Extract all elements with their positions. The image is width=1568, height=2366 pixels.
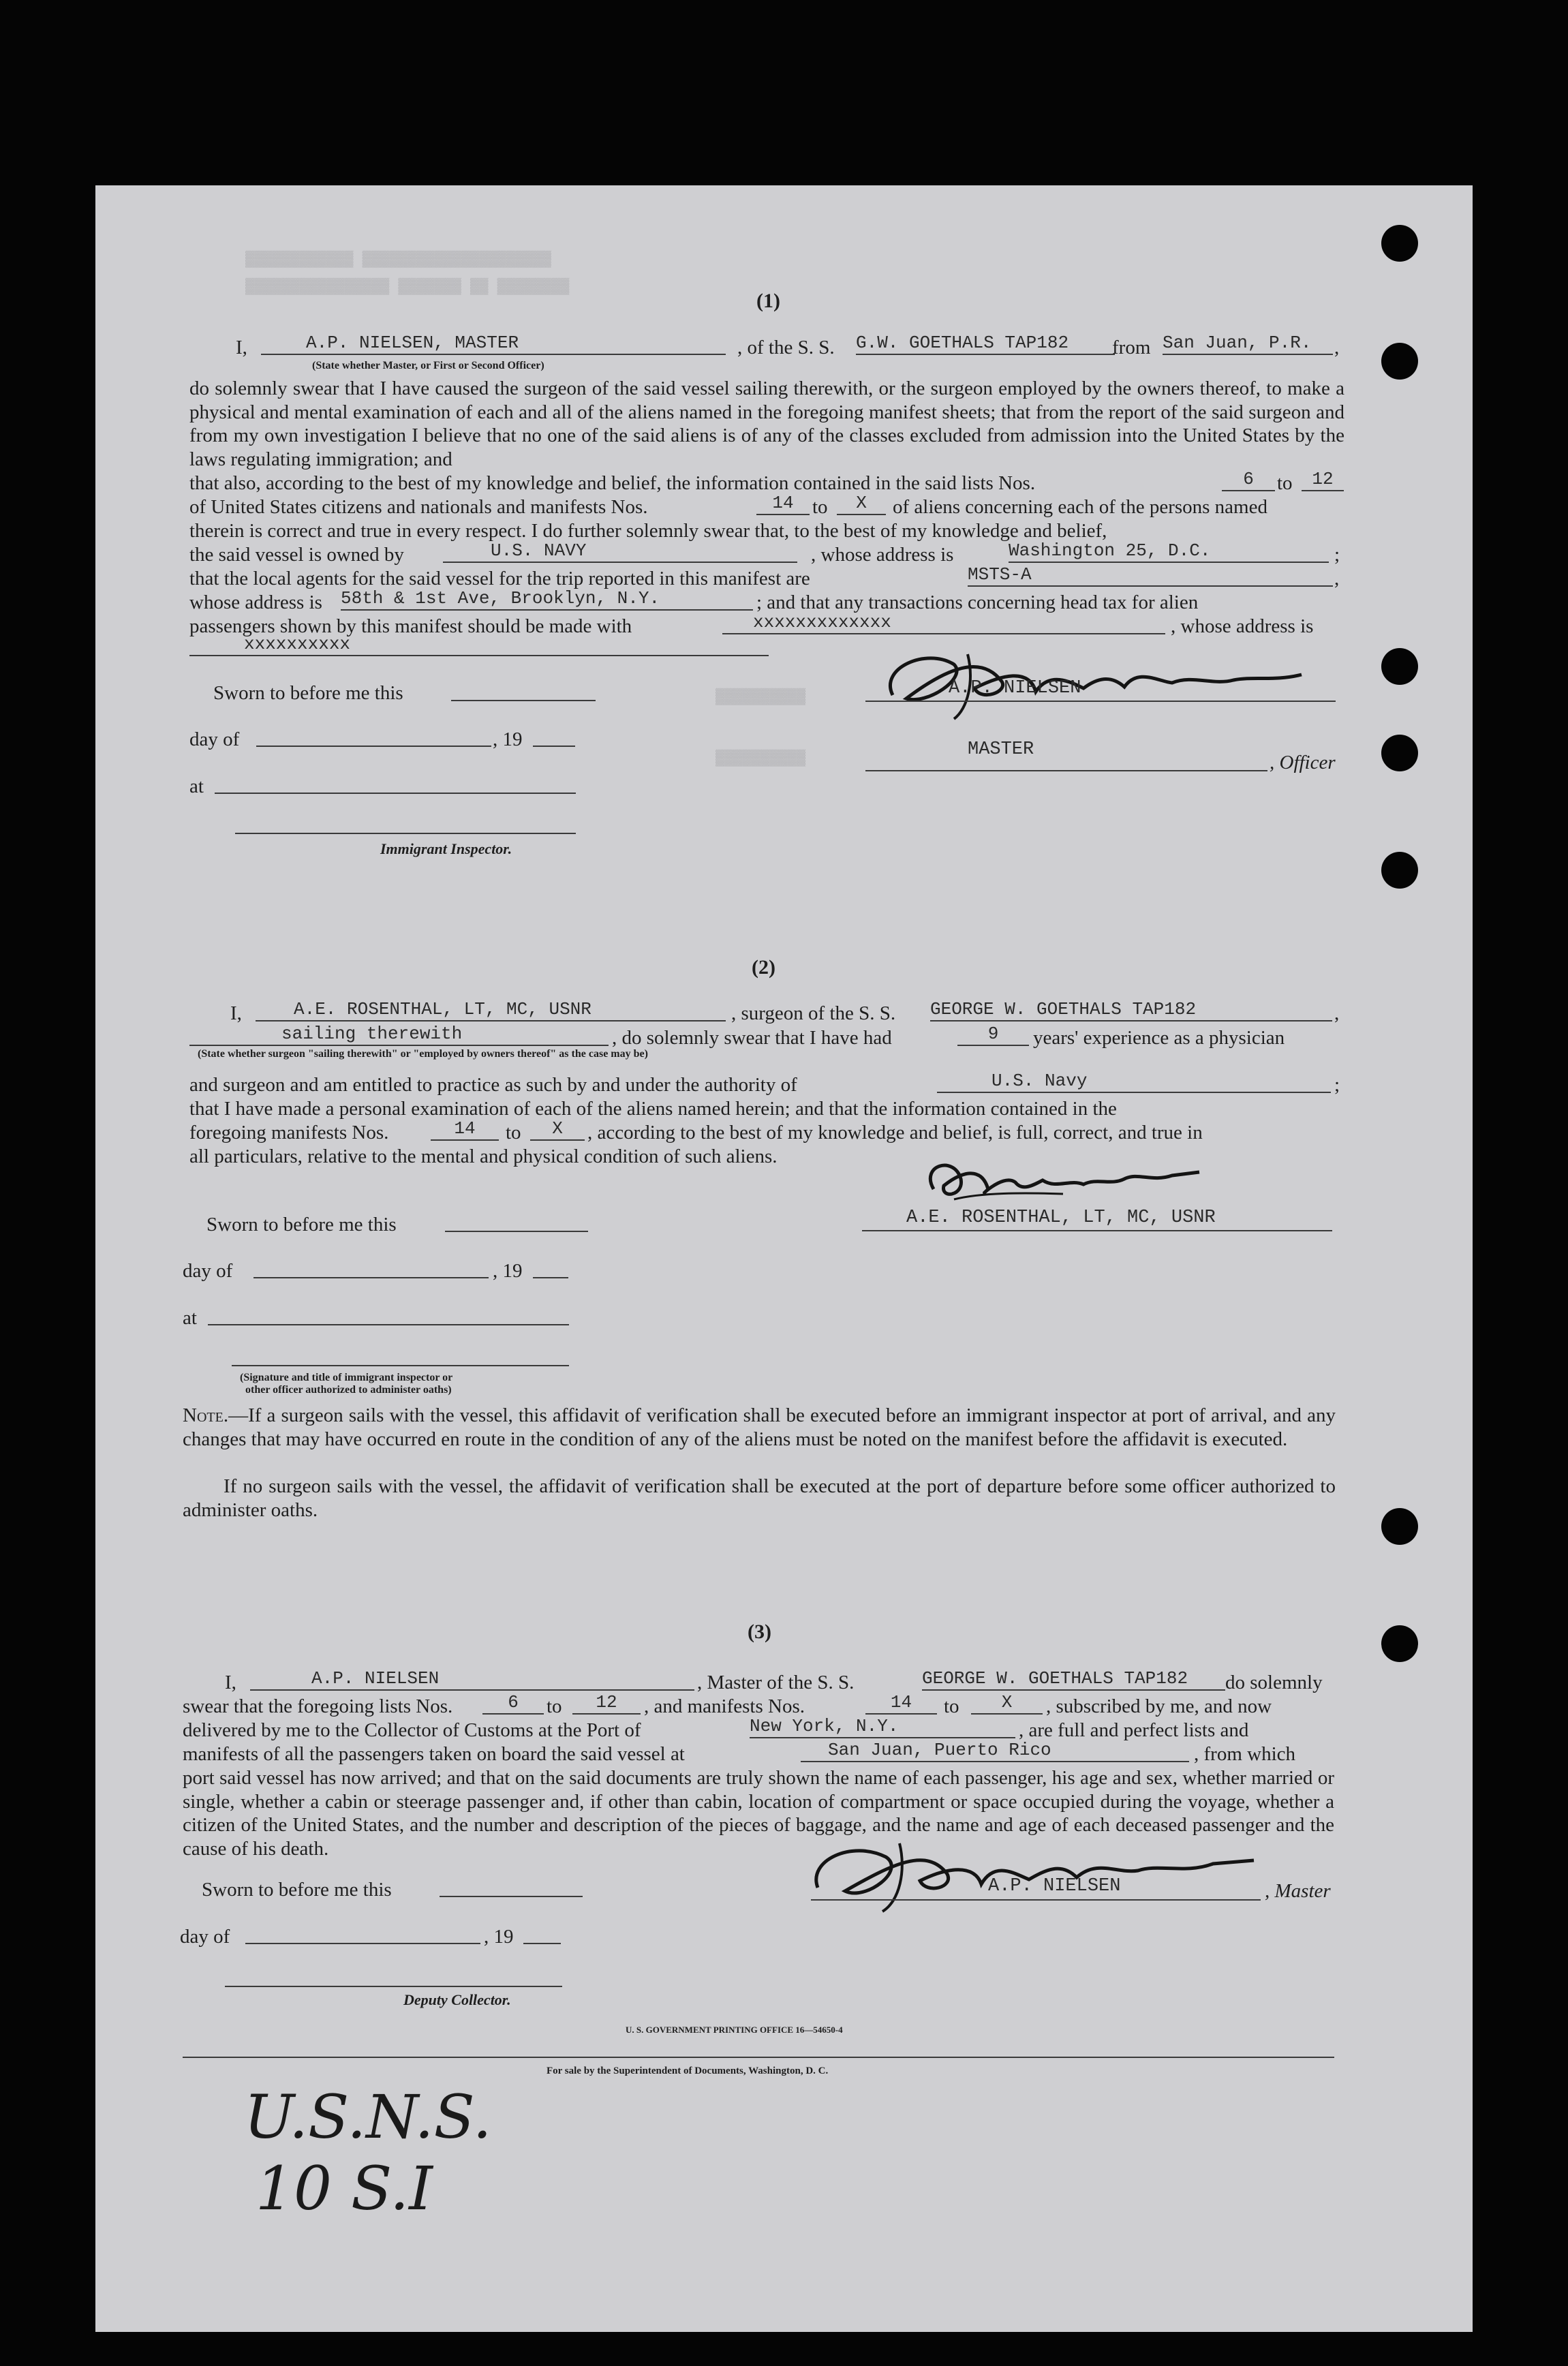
vessel-name-field: GEORGE W. GOETHALS TAP182 (922, 1668, 1225, 1691)
local-agents-label: that the local agents for the said vessel for the trip reported in this manifest are (189, 568, 810, 589)
head-tax-field: xxxxxxxxxxxxx (722, 612, 1165, 634)
field-caption: (State whether Master, or First or Second Officer) (312, 360, 544, 371)
day-of-label: day of (189, 728, 240, 750)
oath-i: I, (230, 1002, 242, 1024)
manifests-to-field: X (530, 1118, 585, 1141)
year-blank (533, 1277, 568, 1278)
lists-from-field: 6 (1222, 469, 1275, 491)
printing-office-line: U. S. GOVERNMENT PRINTING OFFICE 16—54650-4 (626, 2025, 843, 2035)
surgeon-typed-name: A.E. ROSENTHAL, LT, MC, USNR (906, 1208, 1216, 1228)
to-label: to (1277, 472, 1293, 494)
immigrant-inspector-caption: Immigrant Inspector. (380, 840, 512, 857)
note-text-2: If no surgeon sails with the vessel, the affidavit of verification shall be executed at the port of departure before some officer authorized to administer oaths. (183, 1475, 1336, 1521)
inspector-line (235, 833, 576, 834)
bleed-through-text: ▓▓▓▓▓▓▓▓▓▓▓▓▓▓▓▓ ▓▓▓▓▓▓▓ ▓▓ ▓▓▓▓▓▓▓▓ (245, 278, 570, 295)
oath-line: that also, according to the best of my knowledge and belief, the information contained in the said lists Nos. (189, 472, 1036, 494)
oath-line: , whose address is (1171, 615, 1314, 637)
oath-line: delivered by me to the Collector of Customs at the Port of (183, 1719, 641, 1741)
oath-line: passengers shown by this manifest should be made with (189, 615, 632, 637)
lists-from-field: 6 (482, 1692, 544, 1715)
surgeon-of-label: , surgeon of the S. S. (731, 1002, 896, 1024)
to-label: to (506, 1122, 521, 1143)
collector-line (225, 1986, 562, 1987)
note-label: Note. (183, 1404, 229, 1426)
lists-to-field: 12 (572, 1692, 641, 1715)
port-of-arrival-field: New York, N.Y. (750, 1716, 1015, 1738)
master-name-field: A.P. NIELSEN, MASTER (261, 333, 726, 355)
punch-hole (1381, 1508, 1418, 1545)
departure-port-field: San Juan, Puerto Rico (801, 1740, 1189, 1762)
surgeon-name-field: A.E. ROSENTHAL, LT, MC, USNR (256, 999, 726, 1021)
lists-to-field: 12 (1302, 469, 1344, 491)
at-label: at (189, 775, 204, 797)
oath-line: do solemnly (1225, 1672, 1323, 1693)
years-field: 9 (957, 1024, 1029, 1046)
oath-line: , and manifests Nos. (644, 1695, 805, 1717)
year-prefix: , 19 (484, 1926, 514, 1948)
oath-line: , do solemnly swear that I have had (612, 1027, 892, 1049)
owned-by-label: the said vessel is owned by (189, 544, 404, 566)
year-prefix: , 19 (493, 728, 523, 750)
sworn-label: Sworn to before me this (202, 1879, 392, 1901)
semicolon: ; (1334, 1074, 1340, 1096)
sworn-label: Sworn to before me this (213, 682, 403, 704)
inspector-line (232, 1365, 569, 1366)
sworn-blank (445, 1231, 588, 1232)
handwritten-note-1: U.S.N.S. (244, 2082, 492, 2152)
agents-address-label: whose address is (189, 592, 322, 613)
agents-field: MSTS-A (968, 564, 1333, 587)
sworn-label: Sworn to before me this (206, 1214, 397, 1235)
oath-line: , are full and perfect lists and (1019, 1719, 1249, 1741)
punch-hole (1381, 735, 1418, 771)
oath-line: , according to the best of my knowledge and belief, is full, correct, and true in (587, 1122, 1203, 1143)
oath-line: ; and that any transactions concerning head tax for alien (756, 592, 1199, 613)
officer-line (865, 770, 1267, 771)
oath-line: that I have made a personal examination of each of the aliens named herein; and that the information contained in the (189, 1098, 1117, 1120)
at-blank (215, 793, 576, 794)
section-1-number: (1) (756, 290, 780, 312)
oath-i: I, (225, 1672, 236, 1693)
bleed-through-text: ▓▓▓▓▓▓▓▓▓▓▓▓ ▓▓▓▓▓▓▓▓▓▓▓▓▓▓▓▓▓▓▓▓▓ (245, 251, 551, 268)
deputy-collector-caption: Deputy Collector. (403, 1991, 511, 2008)
owner-field: U.S. NAVY (443, 540, 797, 563)
oath-line: of United States citizens and nationals and manifests Nos. (189, 496, 648, 518)
oath-line: swear that the foregoing lists Nos. (183, 1695, 453, 1717)
vessel-name-field: GEORGE W. GOETHALS TAP182 (930, 999, 1332, 1021)
year-prefix: , 19 (493, 1260, 523, 1282)
from-label: from (1112, 337, 1151, 358)
signature-line (865, 701, 1336, 702)
at-label: at (183, 1307, 197, 1329)
oath-line: of aliens concerning each of the persons named (893, 496, 1267, 518)
bleed-through-text: ▓▓▓▓▓▓▓▓▓▓ (716, 750, 806, 767)
day-of-label: day of (180, 1926, 230, 1948)
officer-label: , Officer (1270, 752, 1336, 773)
punch-hole (1381, 225, 1418, 262)
vessel-name-field: G.W. GOETHALS TAP182 (856, 333, 1115, 355)
oath-line: therein is correct and true in every respect. I do further solemnly swear that, to the best of my knowledge and belief, (189, 520, 1107, 542)
manifests-to-field: X (971, 1692, 1043, 1715)
oath-line: all particulars, relative to the mental and physical condition of such aliens. (189, 1146, 778, 1167)
signature-line (811, 1899, 1261, 1901)
oath-line: years' experience as a physician (1033, 1027, 1285, 1049)
officer-title-field: MASTER (968, 739, 1034, 760)
master-typed-name: A.P. NIELSEN (949, 678, 1081, 698)
master-of-label: , Master of the S. S. (697, 1672, 855, 1693)
at-blank (208, 1324, 569, 1325)
day-blank (245, 1943, 480, 1944)
signature-caption: other officer authorized to administer oaths) (245, 1384, 452, 1396)
master-typed-name: A.P. NIELSEN (988, 1876, 1121, 1896)
manifests-from-field: 14 (865, 1692, 937, 1715)
manifests-from-field: 14 (756, 493, 810, 515)
to-label: to (944, 1695, 959, 1717)
oath-paragraph-3: port said vessel has now arrived; and that on the said documents are truly shown the name of each passenger, his age and sex, whether married or single, whether a cabin or steerage passenger and, if other than cabin, location of compartment or space occupied during the voyage, whether a citizen of the United States, and the number and description of the pieces of baggage, and the name and age of each deceased passenger and the cause of his death. (183, 1767, 1334, 1860)
note-paragraph-2 (183, 1475, 1336, 1522)
punch-hole (1381, 852, 1418, 889)
oath-line: foregoing manifests Nos. (189, 1122, 389, 1143)
signature-master-2 (804, 1826, 1267, 1915)
comma: , (1334, 1002, 1340, 1024)
signature-master (865, 641, 1315, 722)
handwritten-note-2: 10 S.I (256, 2153, 433, 2224)
head-tax-address-field: xxxxxxxxxx (189, 634, 769, 656)
sale-note: For sale by the Superintendent of Documents, Washington, D. C. (547, 2065, 829, 2076)
oath-line: , subscribed by me, and now (1046, 1695, 1272, 1717)
year-blank (533, 746, 575, 747)
oath-paragraph-1: do solemnly swear that I have caused the surgeon of the said vessel sailing therewith, or the surgeon employed by the owners thereof, to make a physical and mental examination of each and all of the aliens named in the foregoing manifest sheets; that from the report of the said surgeon and from my own investigation I believe that no one of the said aliens is of any of the classes excluded from admission into the United States by the laws regulating immigration; and (189, 378, 1344, 470)
signature-caption: (Signature and title of immigrant inspector or (240, 1372, 453, 1383)
master-name-field: A.P. NIELSEN (250, 1668, 694, 1691)
note-text: —If a surgeon sails with the vessel, this affidavit of verification shall be executed before an immigrant inspector at port of arrival, and any changes that may have occurred en route in the condition of any of the aliens must be noted on the manifest before the affidavit is executed. (183, 1404, 1336, 1450)
section-2-number: (2) (752, 956, 775, 979)
comma: , (1334, 568, 1340, 589)
oath-line: , from which (1194, 1743, 1295, 1765)
punch-hole (1381, 1625, 1418, 1662)
footer-rule (183, 2057, 1334, 2058)
section-3-number: (3) (748, 1620, 771, 1643)
day-blank (253, 1277, 489, 1278)
manifests-to-field: X (837, 493, 886, 515)
oath-i: I, (236, 337, 247, 358)
day-of-label: day of (183, 1260, 233, 1282)
sailing-field: sailing therewith (189, 1024, 609, 1046)
day-blank (256, 746, 491, 747)
punch-hole (1381, 343, 1418, 380)
oath-line: manifests of all the passengers taken on board the said vessel at (183, 1743, 685, 1765)
sworn-blank (440, 1896, 583, 1897)
comma: , (1334, 337, 1340, 358)
to-label: to (812, 496, 828, 518)
manifests-from-field: 14 (431, 1118, 499, 1141)
punch-hole (1381, 648, 1418, 685)
year-blank (523, 1943, 561, 1944)
authority-field: U.S. Navy (937, 1071, 1331, 1093)
whose-address-label: , whose address is (811, 544, 954, 566)
oath-line: and surgeon and am entitled to practice as such by and under the authority of (189, 1074, 797, 1096)
signature-line (862, 1230, 1332, 1231)
owner-address-field: Washington 25, D.C. (1009, 540, 1329, 563)
of-the-ss-label: , of the S. S. (737, 337, 835, 358)
master-label: , Master (1265, 1880, 1331, 1902)
note-paragraph (183, 1404, 1336, 1451)
from-port-field: San Juan, P.R. (1163, 333, 1333, 355)
bleed-through-text: ▓▓▓▓▓▓▓▓▓▓ (716, 688, 806, 705)
field-caption: (State whether surgeon "sailing therewith" or "employed by owners thereof" as the case may be) (198, 1048, 648, 1060)
semicolon: ; (1334, 544, 1340, 566)
to-label: to (547, 1695, 562, 1717)
agents-address-field: 58th & 1st Ave, Brooklyn, N.Y. (341, 588, 753, 611)
sworn-blank (451, 700, 596, 701)
